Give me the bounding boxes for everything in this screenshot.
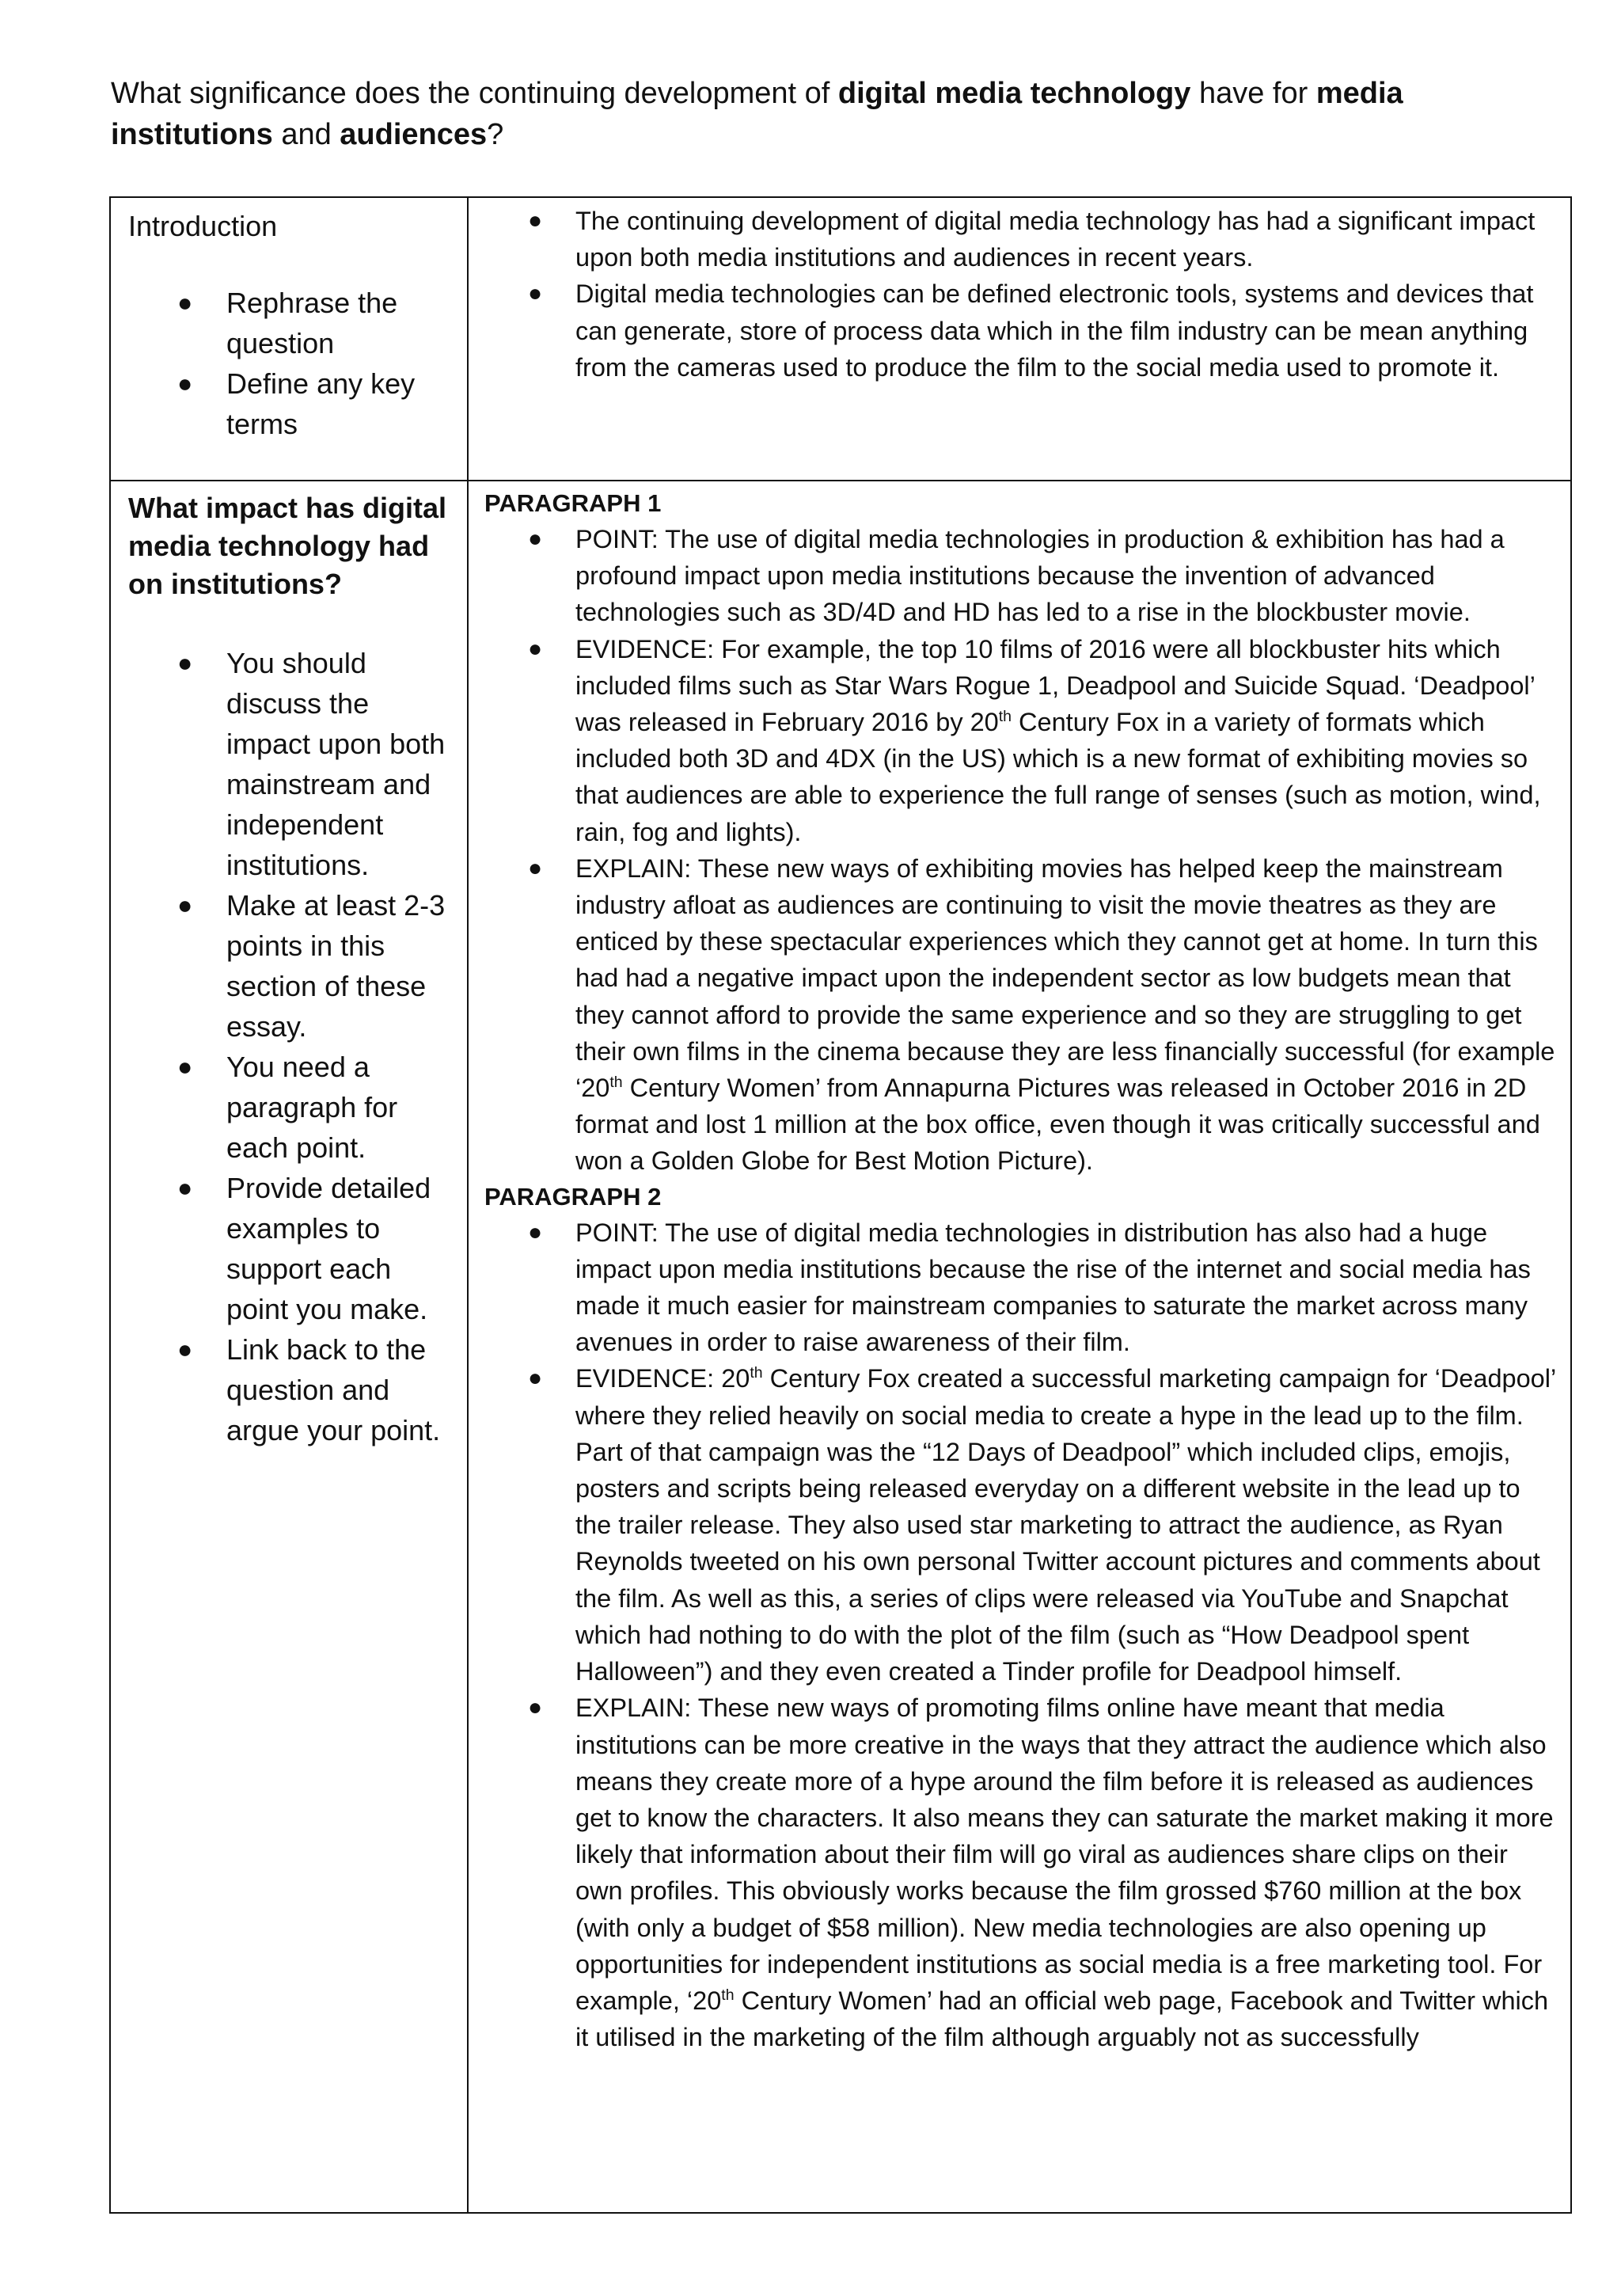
paragraph-1-list <box>484 521 1559 1180</box>
question-bold-digital-media: digital media technology <box>837 77 1191 110</box>
bullet-icon: ● <box>528 526 543 552</box>
introduction-row <box>110 197 1571 481</box>
bullet-icon: ● <box>177 1335 193 1363</box>
paragraph-1-point: ● POINT: The use of digital media technologies in production & exhibition has had a profound impact upon media institutions because the invention of advanced technologies such as 3D/4D and HD has led to a rise in the blockbuster movie. <box>484 521 1559 631</box>
paragraph-1-explain: ● EXPLAIN: These new ways of exhibiting movies has helped keep the mainstream industry afloat as audiences are continuing to visit the movie theatres as they are enticed by these spectacular experiences which they cannot get at home. In turn this had had a negative impact upon the independent sector as low budgets mean that they cannot afford to provide the same experience and so they are struggling to get their own films in the cinema because they are less financially successful (for example ‘20th Century Women’ from Annapurna Pictures was released in October 2016 in 2D format and lost 1 million at the box office, even though it was critically successful and won a Golden Globe for Best Motion Picture). <box>484 850 1559 1180</box>
institutions-tips-list <box>128 643 456 1450</box>
question-text-4: ? <box>487 118 504 151</box>
bullet-icon: ● <box>528 635 543 662</box>
list-item: ● The continuing development of digital media technology has had a significant impact upon both media institutions and audiences in recent years. <box>484 203 1559 276</box>
essay-plan-table <box>109 196 1572 2214</box>
question-bold-audiences: audiences <box>340 118 488 151</box>
introduction-points-list <box>484 203 1559 386</box>
paragraph-2-point: ● POINT: The use of digital media technologies in distribution has also had a huge impact upon media institutions because the rise of the internet and social media has made it much easier for mainstream companies to saturate the market across many avenues in order to raise awareness of their film. <box>484 1215 1559 1361</box>
question-text-1: What significance does the continuing development of <box>111 77 838 110</box>
paragraph-2-list <box>484 1215 1559 2056</box>
question-bold-media-institutions: media institutions <box>111 77 1403 151</box>
bullet-icon: ● <box>528 1365 543 1392</box>
bullet-icon: ● <box>528 207 543 234</box>
list-item: ● Define any key terms <box>128 363 456 444</box>
list-item: ● Digital media technologies can be defined electronic tools, systems and devices that can generate, store of process data which in the film industry can be mean anything from the cameras used to produce the film to the social media used to promote it. <box>484 276 1559 386</box>
institutions-row <box>110 481 1571 2213</box>
paragraph-2-label: PARAGRAPH 2 <box>484 1182 662 1211</box>
bullet-icon: ● <box>177 1052 193 1081</box>
paragraph-1-label: PARAGRAPH 1 <box>484 489 662 517</box>
introduction-tips-list <box>128 283 456 444</box>
bullet-icon: ● <box>528 1218 543 1245</box>
introduction-content-cell <box>468 197 1571 481</box>
list-item: ● Provide detailed examples to support each point you make. <box>128 1168 456 1329</box>
introduction-guidance-cell <box>110 197 468 481</box>
bullet-icon: ● <box>177 891 193 919</box>
bullet-icon: ● <box>177 369 193 397</box>
bullet-icon: ● <box>177 648 193 677</box>
bullet-icon: ● <box>177 1173 193 1202</box>
paragraph-1-evidence: ● EVIDENCE: For example, the top 10 films of 2016 were all blockbuster hits which included films such as Star Wars Rogue 1, Deadpool and Suicide Squad. ‘Deadpool’ was released in February 2016 by 20th Century Fox in a variety of formats which included both 3D and 4DX (in the US) which is a new format of exhibiting movies so that audiences are able to experience the full range of senses (such as motion, wind, rain, fog and lights). <box>484 631 1559 850</box>
paragraph-2-evidence: ● EVIDENCE: 20th Century Fox created a successful marketing campaign for ‘Deadpool’ where they relied heavily on social media to create a hype in the lead up to the film. Part of that campaign was the “12 Days of Deadpool” which included clips, emojis, posters and scripts being released everyday on a different website in the lead up to the trailer release. They also used star marketing to attract the audience, as Ryan Reynolds tweeted on his own personal Twitter account pictures and comments about the film. As well as this, a series of clips were released via YouTube and Snapchat which had nothing to do with the plot of the film (such as “How Deadpool spent Halloween”) and they even created a Tinder profile for Deadpool himself. <box>484 1360 1559 1690</box>
list-item: ● Rephrase the question <box>128 283 456 363</box>
list-item: ● Link back to the question and argue your point. <box>128 1329 456 1450</box>
paragraph-2-explain: ● EXPLAIN: These new ways of promoting films online have meant that media institutions can be more creative in the ways that they attract the audience which also means they create more of a hype around the film before it is released as audiences get to know the characters. It also means they can saturate the market making it more likely that information about their film will go viral as audiences share clips on their own profiles. This obviously works because the film grossed $760 million at the box (with only a budget of $58 million). New media technologies are also opening up opportunities for independent institutions as social media is a free marketing tool. For example, ‘20th Century Women’ had an official web page, Facebook and Twitter which it utilised in the marketing of the film although arguably not as successfully <box>484 1690 1559 2055</box>
list-item: ● Make at least 2-3 points in this section of these essay. <box>128 885 456 1047</box>
bullet-icon: ● <box>528 854 543 881</box>
bullet-icon: ● <box>528 1694 543 1721</box>
institutions-content-cell <box>468 481 1571 2213</box>
list-item: ● You should discuss the impact upon both mainstream and independent institutions. <box>128 643 456 885</box>
bullet-icon: ● <box>177 288 193 317</box>
introduction-heading: Introduction <box>128 210 278 242</box>
list-item: ● You need a paragraph for each point. <box>128 1047 456 1168</box>
essay-question <box>111 73 1520 155</box>
institutions-guidance-cell <box>110 481 468 2213</box>
question-text-3: and <box>272 118 340 151</box>
bullet-icon: ● <box>528 280 543 307</box>
institutions-heading: What impact has digital media technology had on institutions? <box>128 492 447 600</box>
question-text-2: have for <box>1190 77 1316 110</box>
